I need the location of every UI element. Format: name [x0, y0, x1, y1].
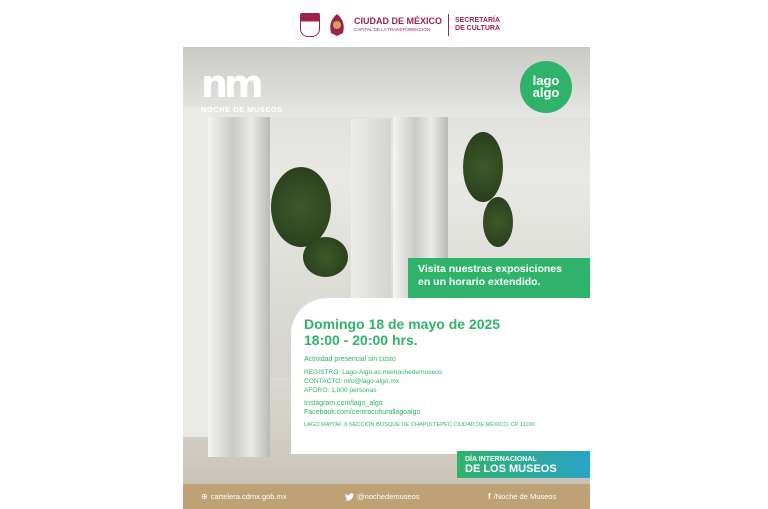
dia-line-1: DÍA INTERNACIONAL — [465, 456, 537, 463]
venue-address: LAGO MAYOR, II SECCIÓN BOSQUE DE CHAPULTEPEC CIUDAD DE MÉXICO, CP 11100 — [304, 421, 535, 428]
government-header — [300, 10, 500, 40]
instagram-link[interactable]: Instagram.com/lago_algo — [304, 399, 383, 407]
footer-facebook[interactable] — [488, 492, 556, 501]
secretaria-line-1: SECRETARÍA — [455, 16, 500, 24]
footer-facebook-text: /Noche de Museos — [493, 492, 557, 501]
twitter-icon — [345, 493, 354, 501]
cdmx-title — [354, 17, 442, 33]
event-details-card — [291, 298, 590, 454]
partner-line-1: lago — [532, 72, 560, 88]
nm-logo-text: NOCHE DE MUSEOS — [201, 105, 283, 114]
museum-day-badge — [457, 451, 590, 478]
aforo-line: AFORO: 1,000 personas — [304, 386, 377, 394]
registro-line: REGISTRO: Lago-Algo.as.me/nochedemuseos — [304, 369, 443, 377]
footer-web-text: cartelera.cdmx.gob.mx — [210, 492, 287, 501]
banner-line-1: Visita nuestras exposiciones — [418, 263, 562, 275]
plant-shape — [483, 197, 513, 247]
secretaria-line-2: DE CULTURA — [455, 25, 500, 32]
nm-logo-mark: nm — [201, 62, 260, 106]
poster-footer — [183, 484, 590, 509]
plant-shape — [303, 237, 348, 277]
header-divider — [448, 14, 449, 36]
contacto-line: CONTACTO: info@lago-algo.mx — [304, 378, 400, 386]
dia-line-2: DE LOS MUSEOS — [465, 463, 557, 475]
cdmx-emblem-icon — [326, 13, 348, 37]
mirror-pillar — [208, 117, 270, 457]
noche-de-museos-logo — [201, 62, 283, 114]
exhibitions-banner — [408, 258, 590, 298]
facebook-icon: f — [488, 492, 491, 501]
footer-twitter-text: @nochedemuseos — [357, 492, 420, 501]
plant-shape — [271, 167, 331, 247]
event-date: Domingo 18 de mayo de 2025 — [304, 316, 501, 332]
partner-line-2: algo — [532, 85, 560, 100]
secretaria-title — [455, 17, 500, 33]
footer-web[interactable] — [201, 492, 287, 501]
cdmx-shield-icon — [300, 13, 320, 37]
globe-icon: ⊕ — [201, 492, 208, 501]
footer-twitter[interactable] — [345, 492, 420, 501]
org-title: CIUDAD DE MÉXICO — [354, 16, 443, 27]
event-poster — [183, 47, 590, 509]
plant-shape — [463, 132, 503, 202]
banner-line-2: en un horario extendido. — [418, 276, 541, 289]
facebook-link[interactable]: Facebook.com/centroculturallagoalgo — [304, 409, 421, 417]
event-time: 18:00 - 20:00 hrs. — [304, 332, 418, 349]
org-subtitle: CAPITAL DE LA TRANSFORMACIÓN — [354, 27, 431, 33]
lago-algo-logo — [520, 61, 572, 113]
activity-note: Actividad presencial sin costo — [304, 356, 396, 364]
